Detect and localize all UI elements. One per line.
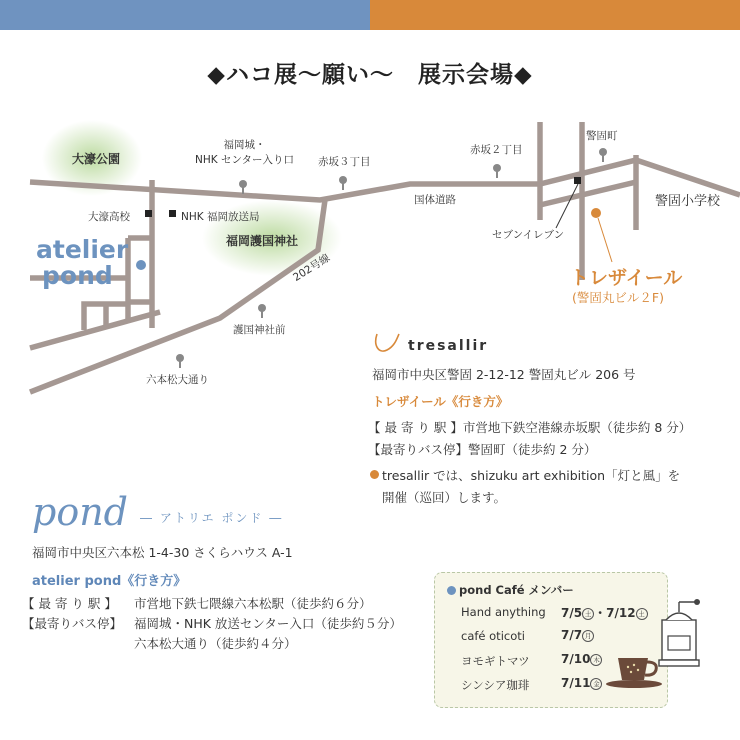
bus-stop-icon (176, 354, 184, 368)
top-bar-orange (370, 0, 740, 30)
pond-station-label: 【 最 寄 り 駅 】 (22, 596, 117, 611)
shrine-label: 福岡護国神社 (226, 234, 299, 248)
tresallir-logo-icon (373, 330, 403, 356)
date-text: 7/10 (561, 652, 591, 666)
page-title: ◆ハコ展〜願い〜 展示会場◆ (207, 62, 533, 88)
tresallir-bus: 【最寄りバス停】警固町（徒歩約 2 分） (368, 442, 597, 457)
pond-bus-label: 【最寄りバス停】 (22, 616, 123, 631)
date-text: 7/11 (561, 676, 591, 690)
atelier-pond-marker (136, 260, 146, 270)
school-marker (145, 210, 152, 217)
nhk-label: NHK 福岡放送局 (181, 211, 260, 223)
pond-script-logo: pond (32, 490, 129, 534)
keigo-school-label: 警固小学校 (655, 194, 721, 209)
day-badge: 木 (590, 654, 602, 666)
cafe-title: pond Café メンバー (459, 583, 574, 597)
tresallir-note-line2: 開催（巡回）します。 (382, 490, 507, 505)
bus-stop-icon (239, 180, 247, 194)
date-text: 7/12 (606, 606, 636, 620)
tresallir-note-line1: tresallir では、shizuku art exhibition「灯と風」を (382, 468, 681, 483)
cafe-member-date (561, 628, 594, 642)
coffee-cup-icon (604, 652, 666, 690)
atelier-pond-map-label (36, 237, 128, 289)
note-bullet-icon (370, 470, 379, 479)
day-badge: 金 (590, 678, 602, 690)
cafe-member-name: Hand anything (461, 605, 546, 619)
bus-stop-icon (599, 148, 607, 162)
seven-eleven-label: セブンイレブン (492, 229, 565, 241)
cafe-member-name: café oticoti (461, 629, 525, 643)
seven-eleven-marker (574, 177, 581, 184)
day-badge: 土 (582, 608, 594, 620)
bus-stop-icon (493, 164, 501, 178)
nhk-marker (169, 210, 176, 217)
atelier-label-line2: pond (42, 261, 113, 290)
tresallir-station: 【 最 寄 り 駅 】市営地下鉄空港線赤坂駅（徒歩約 8 分） (368, 420, 692, 435)
pond-bus2: 六本松大通り（徒歩約４分） (134, 636, 297, 651)
pond-address: 福岡市中央区六本松 1-4-30 さくらハウス A-1 (32, 545, 293, 560)
cafe-member-date (561, 676, 602, 690)
cafe-member-date: 7/5 土 ・7/12 土 (561, 604, 648, 621)
top-bar-blue (0, 0, 370, 30)
day-badge: 土 (636, 608, 648, 620)
cafe-member-date (561, 652, 602, 666)
cafe-member-name: シンシア珈琲 (461, 678, 530, 692)
route202-label: 202号線 (291, 251, 333, 284)
atelier-label-line1: atelier (36, 235, 129, 264)
cafe-bullet-icon (447, 586, 456, 595)
bus-stop-gokoku-label: 護国神社前 (233, 324, 286, 336)
national-road-label: 国体道路 (414, 194, 456, 206)
tresallir-marker (591, 208, 601, 218)
bus-stop-ropponmatsu-label: 六本松大通り (146, 374, 209, 386)
pond-access-title: atelier pond《行き方》 (32, 574, 187, 589)
day-badge: 月 (582, 630, 594, 642)
tresallir-logo-text: tresallir (408, 338, 489, 354)
bus-stop-icon (258, 304, 266, 318)
tresallir-map-label: トレザイール (570, 267, 683, 289)
date-text: 7/5 (561, 606, 583, 620)
tresallir-access-title: トレザイール《行き方》 (372, 394, 509, 409)
tresallir-address: 福岡市中央区警固 2-12-12 警固丸ビル 206 号 (372, 367, 636, 382)
pond-station: 市営地下鉄七隈線六本松駅（徒歩約６分） (134, 596, 372, 611)
bus-stop-akasaka3-label: 赤坂３丁目 (318, 156, 371, 168)
bus-stop-fukuoka-castle-label: 福岡城・ NHK センター入り口 (195, 139, 295, 166)
pond-bus1: 福岡城・NHK 放送センター入口（徒歩約５分） (134, 616, 402, 631)
bus-stop-icon (339, 176, 347, 190)
park-label: 大濠公園 (72, 152, 121, 166)
bus-stop-keigocho-label: 警固町 (586, 130, 618, 142)
date-text: 7/7 (561, 628, 583, 642)
ohori-school-label: 大濠高校 (88, 211, 130, 223)
bus-stop-akasaka2-label: 赤坂２丁目 (470, 144, 523, 156)
pond-kana: ― アトリエ ポンド ― (140, 511, 284, 525)
tresallir-building-label: (警固丸ビル２F) (572, 290, 664, 305)
cafe-member-name: ヨモギトマツ (461, 654, 530, 668)
